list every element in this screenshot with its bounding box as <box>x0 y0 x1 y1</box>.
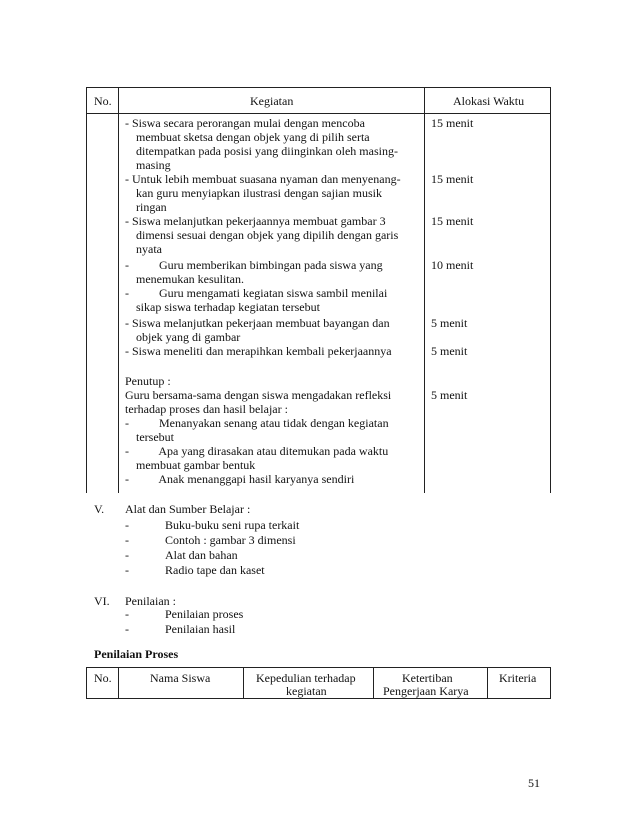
activity-line: ditempatkan pada posisi yang diinginkan oleh masing- <box>136 144 398 158</box>
header-kepedulian-2: kegiatan <box>286 684 327 698</box>
header-ketertiban: Ketertiban <box>402 671 453 685</box>
activity-line: - Apa yang dirasakan atau ditemukan pada waktu <box>125 444 389 458</box>
activity-line: - Siswa secara perorangan mulai dengan mencoba <box>125 116 365 130</box>
penilaian-proses-heading: Penilaian Proses <box>94 647 179 661</box>
header-no: No. <box>94 671 112 685</box>
bullet-dash: - <box>125 622 129 636</box>
activity-line: ringan <box>136 200 167 214</box>
activity-line: nyata <box>136 242 162 256</box>
time-allocation: 15 menit <box>431 116 474 130</box>
header-alokasi-waktu: Alokasi Waktu <box>453 94 525 108</box>
section-title: Alat dan Sumber Belajar : <box>125 502 251 516</box>
activity-line: Guru bersama-sama dengan siswa mengadakan refleksi <box>125 388 392 402</box>
time-allocation: 5 menit <box>431 316 468 330</box>
activity-line: tersebut <box>136 430 174 444</box>
bullet-dash: - <box>125 533 129 547</box>
activity-line: - Guru memberikan bimbingan pada siswa yang <box>125 258 383 272</box>
bullet-dash: - <box>125 563 129 577</box>
bullet-dash: - <box>125 518 129 532</box>
activity-line: Penutup : <box>125 374 171 388</box>
list-item: Alat dan bahan <box>165 548 238 562</box>
header-kriteria: Kriteria <box>499 671 537 685</box>
activity-line: masing <box>136 158 171 172</box>
list-item: Radio tape dan kaset <box>165 563 265 577</box>
header-kepedulian: Kepedulian terhadap <box>256 671 356 685</box>
bullet-dash: - <box>125 607 129 621</box>
activity-line: membuat gambar bentuk <box>136 458 256 472</box>
activity-line: sikap siswa terhadap kegiatan tersebut <box>136 300 320 314</box>
header-nama-siswa: Nama Siswa <box>150 671 211 685</box>
list-item: Contoh : gambar 3 dimensi <box>165 533 296 547</box>
activity-line: - Untuk lebih membuat suasana nyaman dan menyenang- <box>125 172 401 186</box>
activity-line: - Anak menanggapi hasil karyanya sendiri <box>125 472 355 486</box>
activity-line: - Siswa meneliti dan merapihkan kembali pekerjaannya <box>125 344 392 358</box>
activity-line: - Siswa melanjutkan pekerjaannya membuat gambar 3 <box>125 214 386 228</box>
time-allocation: 10 menit <box>431 258 474 272</box>
header-ketertiban-2: Pengerjaan Karya <box>383 684 469 698</box>
activity-line: - Siswa melanjutkan pekerjaan membuat bayangan dan <box>125 316 390 330</box>
list-item: Penilaian proses <box>165 607 244 621</box>
list-item: Buku-buku seni rupa terkait <box>165 518 300 532</box>
time-allocation: 15 menit <box>431 172 474 186</box>
time-allocation: 5 menit <box>431 344 468 358</box>
activity-line: menemukan kesulitan. <box>136 272 244 286</box>
header-kegiatan: Kegiatan <box>250 94 294 108</box>
section-number: VI. <box>94 594 110 608</box>
activity-line: terhadap proses dan hasil belajar : <box>125 402 288 416</box>
time-allocation: 15 menit <box>431 214 474 228</box>
activity-line: - Guru mengamati kegiatan siswa sambil menilai <box>125 286 388 300</box>
bullet-dash: - <box>125 548 129 562</box>
section-title: Penilaian : <box>125 594 176 608</box>
activity-line: dimensi sesuai dengan objek yang dipilih dengan garis <box>136 228 399 242</box>
activity-line: - Menanyakan senang atau tidak dengan kegiatan <box>125 416 389 430</box>
activity-line: objek yang di gambar <box>136 330 241 344</box>
list-item: Penilaian hasil <box>165 622 236 636</box>
activity-line: membuat sketsa dengan objek yang di pilih serta <box>136 130 370 144</box>
page-number: 51 <box>528 776 540 790</box>
time-allocation: 5 menit <box>431 388 468 402</box>
activity-line: kan guru menyiapkan ilustrasi dengan sajian musik <box>136 186 382 200</box>
header-no: No. <box>94 94 112 108</box>
section-number: V. <box>94 502 105 516</box>
